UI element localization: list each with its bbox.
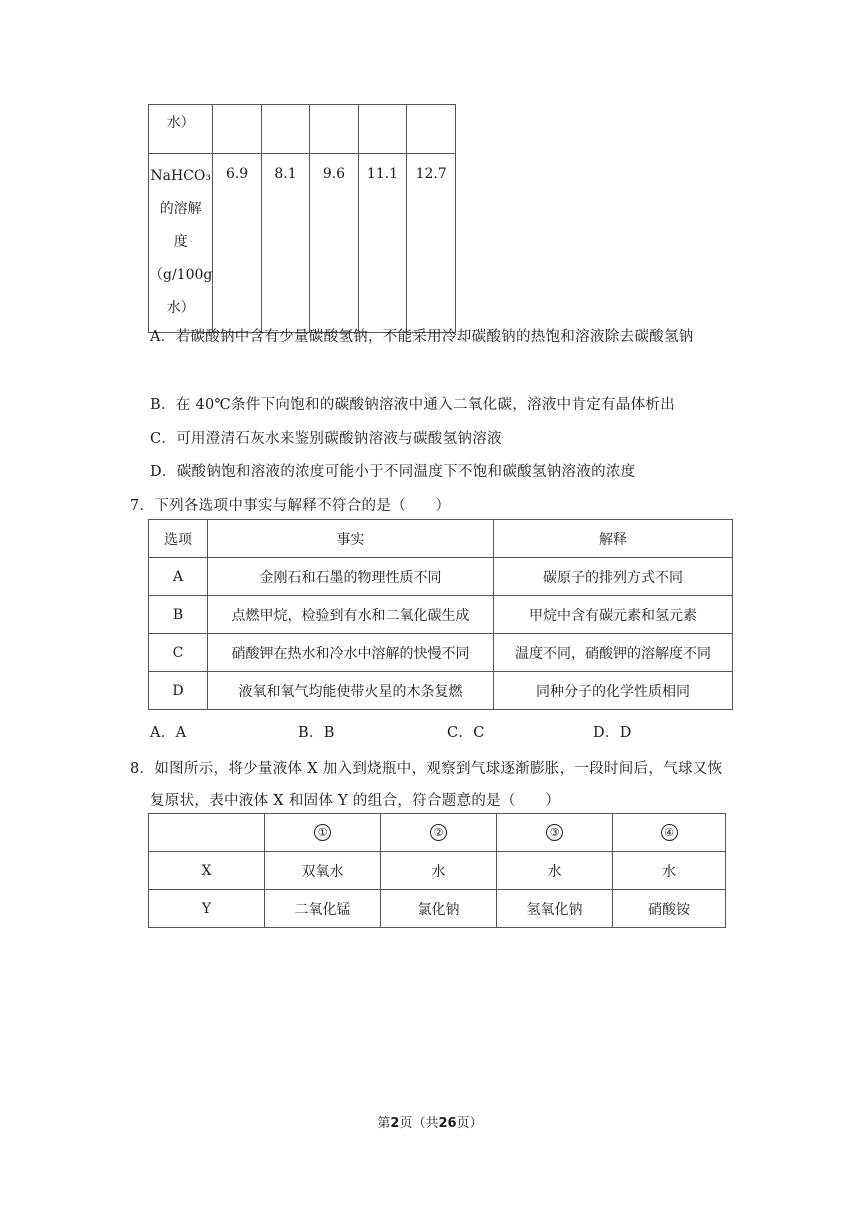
table-header (149, 814, 265, 852)
option-d: D．碳酸钠饱和溶液的浓度可能小于不同温度下不饱和碳酸氢钠溶液的浓度 (150, 464, 636, 480)
question-8-line1: 8．如图所示，将少量液体 X 加入到烧瓶中，观察到气球逐渐膨胀，一段时间后，气球又恢 (130, 761, 723, 777)
liquid-solid-table (148, 813, 726, 928)
table-row (149, 672, 733, 710)
table-header (265, 814, 381, 852)
table-cell: 11.1 (358, 154, 407, 333)
option-a: A．若碳酸钠中含有少量碳酸氢钠，不能采用冷却碳酸钠的热饱和溶液除去碳酸氢钠 (150, 329, 694, 345)
table-cell (149, 154, 213, 333)
table-row (149, 596, 733, 634)
solubility-table (148, 104, 456, 333)
table-cell: C (149, 634, 208, 672)
table-cell (358, 105, 407, 154)
table-row (149, 154, 456, 333)
table-cell: 液氧和氧气均能使带火星的木条复燃 (208, 672, 494, 710)
table-row (149, 520, 733, 558)
cell-line: 度 (173, 234, 188, 250)
table-cell: 点燃甲烷，检验到有水和二氧化碳生成 (208, 596, 494, 634)
fact-explanation-table (148, 519, 733, 710)
table-cell: 6.9 (213, 154, 261, 333)
table-cell: 同种分子的化学性质相同 (494, 672, 733, 710)
table-cell: 硝酸铵 (613, 890, 726, 928)
table-cell (407, 105, 456, 154)
cell-line: （g/100g (149, 267, 213, 283)
table-cell (310, 105, 358, 154)
table-cell: 12.7 (407, 154, 456, 333)
table-cell (213, 105, 261, 154)
table-cell: 8.1 (261, 154, 309, 333)
table-row (149, 852, 726, 890)
option-b: B．在 40℃条件下向饱和的碳酸钠溶液中通入二氧化碳，溶液中肯定有晶体析出 (150, 397, 676, 413)
table-cell: 二氧化锰 (265, 890, 381, 928)
table-cell: D (149, 672, 208, 710)
question-8-line2: 复原状，表中液体 X 和固体 Y 的组合，符合题意的是（ ） (150, 793, 561, 809)
answer-d: D．D (593, 725, 632, 741)
table-cell: 氯化钠 (381, 890, 497, 928)
table-cell: A (149, 558, 208, 596)
footer-page-number: 2 (390, 1116, 400, 1131)
table-header: 选项 (149, 520, 208, 558)
table-cell: 碳原子的排列方式不同 (494, 558, 733, 596)
table-cell: Y (149, 890, 265, 928)
cell-line: NaHCO₃ (150, 168, 211, 184)
answer-c: C．C (447, 725, 485, 741)
table-cell: X (149, 852, 265, 890)
table-cell: 温度不同，硝酸钾的溶解度不同 (494, 634, 733, 672)
table-cell: 甲烷中含有碳元素和氢元素 (494, 596, 733, 634)
page-footer (0, 1112, 860, 1131)
table-header (613, 814, 726, 852)
circled-number: ① (314, 824, 331, 841)
table-cell (261, 105, 309, 154)
table-header (381, 814, 497, 852)
option-c: C．可用澄清石灰水来鉴别碳酸钠溶液与碳酸氢钠溶液 (150, 431, 502, 447)
table-cell: B (149, 596, 208, 634)
table-cell: 9.6 (310, 154, 358, 333)
table-cell: 水 (497, 852, 613, 890)
table-cell: 双氧水 (265, 852, 381, 890)
table-cell: 水 (613, 852, 726, 890)
table-header: 事实 (208, 520, 494, 558)
table-cell: 水 (381, 852, 497, 890)
footer-suffix: 页） (456, 1116, 483, 1131)
table-row (149, 890, 726, 928)
footer-prefix: 第 (377, 1116, 391, 1131)
circled-number: ② (430, 824, 447, 841)
table-cell: 氢氧化钠 (497, 890, 613, 928)
table-row (149, 634, 733, 672)
table-row (149, 558, 733, 596)
table-row (149, 105, 456, 154)
table-cell: 水） (149, 105, 213, 154)
cell-line: 的溶解 (159, 201, 202, 217)
footer-mid: 页（共 (399, 1116, 439, 1131)
circled-number: ④ (661, 824, 678, 841)
table-header (497, 814, 613, 852)
circled-number: ③ (546, 824, 563, 841)
question-7: 7．下列各选项中事实与解释不符合的是（ ） (130, 498, 451, 514)
table-row (149, 814, 726, 852)
cell-line: 水） (166, 300, 195, 316)
table-cell: 硝酸钾在热水和冷水中溶解的快慢不同 (208, 634, 494, 672)
table-cell: 金刚石和石墨的物理性质不同 (208, 558, 494, 596)
answer-a: A．A (150, 725, 187, 741)
table-header: 解释 (494, 520, 733, 558)
footer-total-pages: 26 (438, 1116, 457, 1131)
answer-b: B．B (298, 725, 335, 741)
